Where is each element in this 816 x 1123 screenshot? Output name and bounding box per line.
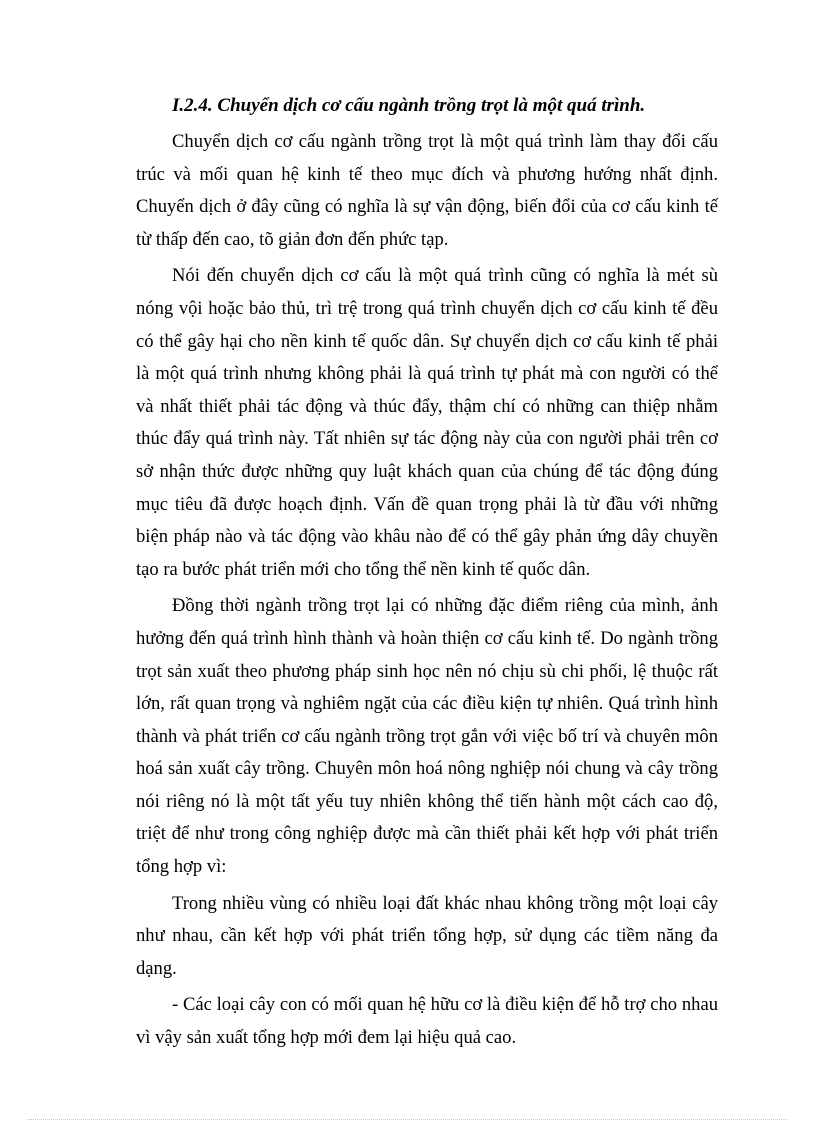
section-heading: I.2.4. Chuyển dịch cơ cấu ngành trồng trọt là một quá trình. <box>172 95 646 116</box>
paragraph-4: Trong nhiều vùng có nhiều loại đất khác nhau không trồng một loại cây như nhau, cần kết hợp với phát triển tổng hợp, sử dụng các tiềm năng đa dạng. <box>136 892 718 979</box>
document-body <box>136 90 718 1059</box>
paragraph-3: Đồng thời ngành trồng trọt lại có những đặc điểm riêng của mình, ảnh hưởng đến quá trình hình thành và hoàn thiện cơ cấu kinh tế. Do ngành trồng trọt sản xuất theo phương pháp sinh học nên nó chịu sù chi phối, lệ thuộc rất lớn, rất quan trọng và nghiêm ngặt của các điều kiện tự nhiên. Quá trình hình thành và phát triển cơ cấu ngành trồng trọt gắn với việc bố trí và chuyên môn hoá sản xuất cây trồng. Chuyên môn hoá nông nghiệp nói chung và cây trồng nói riêng nó là một tất yếu tuy nhiên không thể tiến hành một cách cao độ, triệt để như trong công nghiệp được mà cần thiết phải kết hợp với phát triển tổng hợp vì: <box>136 595 718 878</box>
page-bottom-divider <box>28 1119 788 1120</box>
paragraph-5-bullet: - Các loại cây con có mối quan hệ hữu cơ là điều kiện để hỗ trợ cho nhau vì vậy sản xuất tổng hợp mới đem lại hiệu quả cao. <box>136 994 718 1049</box>
paragraph-2: Nói đến chuyển dịch cơ cấu là một quá trình cũng có nghĩa là mét sù nóng vội hoặc bảo thủ, trì trệ trong quá trình chuyển dịch cơ cấu kinh tế đều có thể gây hại cho nền kinh tế quốc dân. Sự chuyển dịch cơ cấu kinh tế phải là một quá trình nhưng không phải là quá trình tự phát mà con người có thể và nhất thiết phải tác động và thúc đẩy, thậm chí có những can thiệp nhằm thúc đẩy quá trình này. Tất nhiên sự tác động này của con người phải trên cơ sở nhận thức được những quy luật khách quan của chúng để tác động đúng mục tiêu đã được hoạch định. Vấn đề quan trọng phải là từ đầu với những biện pháp nào và tác động vào khâu nào để có thể gây phản ứng dây chuyền tạo ra bước phát triển mới cho tổng thể nền kinh tế quốc dân. <box>136 265 718 580</box>
paragraph-1: Chuyển dịch cơ cấu ngành trồng trọt là một quá trình làm thay đổi cấu trúc và mối quan hệ kinh tế theo mục đích và phương hướng nhất định. Chuyển dịch ở đây cũng có nghĩa là sự vận động, biến đổi của cơ cấu kinh tế từ thấp đến cao, tõ giản đơn đến phức tạp. <box>136 131 718 250</box>
